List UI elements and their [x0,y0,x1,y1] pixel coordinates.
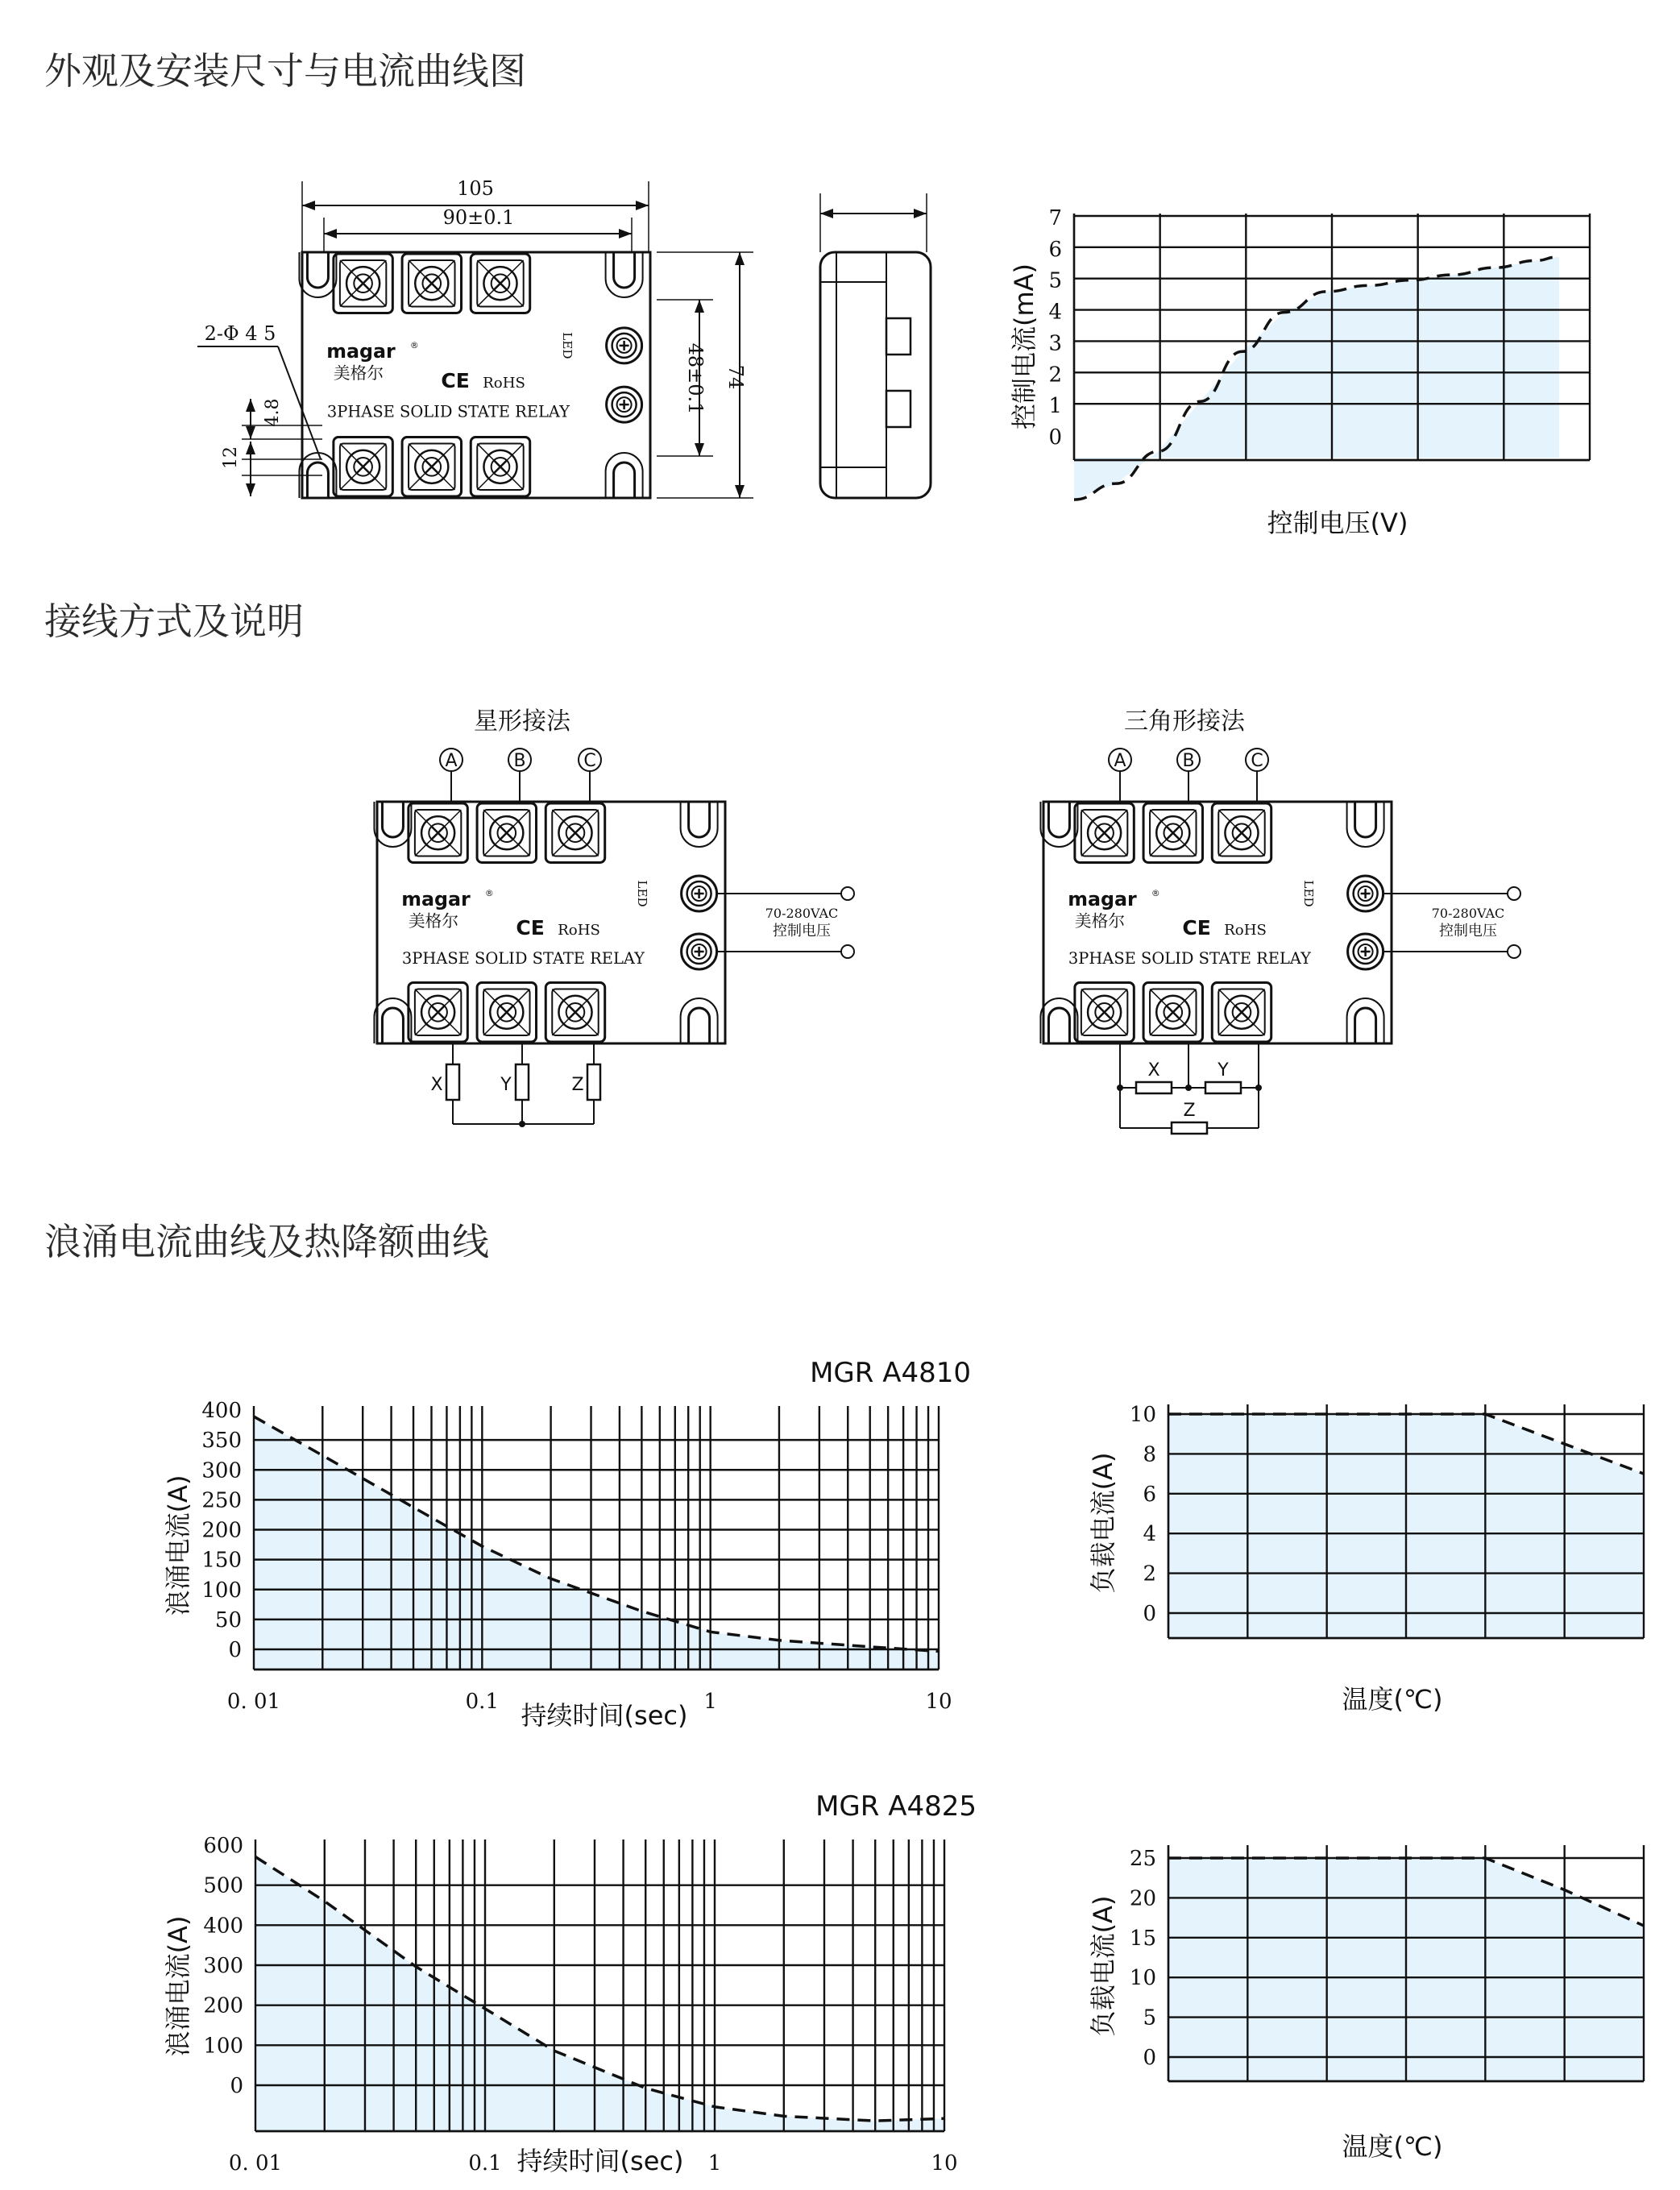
hole-label: 2-Φ 4 5 [204,322,276,345]
derating-a4810-y-tick-10: 10 [1129,1403,1156,1427]
dim-90-label: 90±0.1 [442,206,515,229]
derating-a4825-xlabel: 温度(℃) [1342,2131,1443,2162]
delta-load-X [1136,1082,1172,1093]
dim-12-arrow-top [246,442,255,454]
surge-a4825-y-tick-0: 0 [230,2074,243,2098]
dim-48-arrow-top [695,300,704,313]
star-terminal-label-C: C [583,751,596,771]
derating-a4810-y-tick-0: 0 [1143,1602,1156,1626]
delta-load-Y-label: Y [1217,1060,1229,1080]
surge-a4825-y-tick-200: 200 [203,1993,243,2018]
delta-load-Y [1205,1082,1241,1093]
section-title-wiring: 接线方式及说明 [44,599,304,643]
star-load-Y [516,1064,529,1100]
dim-74-label: 74 [724,364,747,390]
surge-a4825-x-tick-2: 1 [707,2151,722,2175]
surge-a4825-ylabel: 浪涌电流(A) [163,1915,193,2057]
delta-terminal-label-C: C [1251,751,1263,771]
star-terminal-bottom-3 [545,983,604,1042]
control-y-tick-5: 5 [1048,268,1062,293]
surge-a4810-title: MGR A4810 [810,1357,971,1389]
surge-a4825-xlabel: 持续时间(sec) [516,2146,684,2176]
surge-a4810-y-tick-0: 0 [228,1638,242,1662]
dim-brand-logo: magar [326,340,396,363]
dim-led-label: LED [560,332,575,359]
star-terminal-top-3 [545,803,604,862]
dim-model-text: 3PHASE SOLID STATE RELAY [326,402,570,421]
dim-terminal-bottom-1 [334,438,392,496]
derating-a4825-y-tick-20: 20 [1129,1886,1156,1911]
star-ce-mark: CE [516,916,545,939]
surge-a4810-y-tick-100: 100 [201,1578,242,1603]
derating-a4825-y-tick-15: 15 [1129,1926,1156,1951]
dim-terminal-top-1 [334,254,392,313]
surge-a4825-y-tick-400: 400 [203,1914,243,1939]
delta-control-terminal-1 [1348,876,1383,911]
derating-a4825-y-tick-5: 5 [1143,2005,1156,2030]
surge-a4825-chart [163,1790,977,2176]
section-title-appearance: 外观及安装尺寸与电流曲线图 [44,49,526,93]
surge-a4810-chart [163,1357,971,1731]
derating-a4825-y-tick-0: 0 [1143,2046,1156,2070]
derating-a4825-ylabel: 负载电流(A) [1088,1895,1118,2037]
derating-a4810-y-tick-6: 6 [1143,1482,1156,1507]
star-brand-cn: 美格尔 [408,910,459,931]
dim-105-arrow-left [302,201,315,210]
dim-105-label: 105 [457,177,494,200]
control-chart [1009,206,1590,538]
control-y-tick-6: 6 [1048,237,1062,262]
surge-a4810-y-tick-300: 300 [201,1458,242,1483]
delta-control-voltage: 70-280VAC [1431,906,1505,921]
surge-a4825-x-tick-3: 10 [931,2151,958,2175]
control-y-tick-7: 7 [1048,206,1062,230]
star-control-label: 控制电压 [773,923,831,939]
delta-terminal-label-A: A [1114,751,1126,771]
surge-a4810-y-tick-150: 150 [201,1548,242,1573]
delta-led-label: LED [1301,880,1316,907]
surge-a4810-y-tick-350: 350 [201,1429,242,1454]
delta-load-Z [1172,1122,1207,1134]
delta-terminal-bottom-1 [1075,983,1134,1042]
delta-terminal-bottom-3 [1212,983,1271,1042]
star-trademark: ® [484,888,494,898]
delta-control-terminal-2 [1348,934,1383,969]
derating-a4825-y-tick-25: 25 [1129,1847,1156,1871]
delta-brand-logo: magar [1068,888,1137,910]
control-xlabel: 控制电压(V) [1267,508,1408,538]
derating-a4825-chart [1088,1845,1644,2162]
star-terminal-top-1 [409,803,467,862]
dim-4-8-arrow-bottom [246,426,255,439]
control-y-tick-2: 2 [1048,363,1062,388]
surge-a4825-y-tick-300: 300 [203,1954,243,1978]
dim-rohs-mark: RoHS [483,374,525,392]
delta-model-text: 3PHASE SOLID STATE RELAY [1068,949,1311,968]
delta-terminal-top-1 [1075,803,1134,862]
dim-74-arrow-bottom [735,485,745,498]
section-title-surge: 浪涌电流曲线及热降额曲线 [44,1220,489,1263]
star-ctrl-node-2 [841,945,854,958]
control-y-tick-3: 3 [1048,331,1062,356]
star-title: 星形接法 [474,707,570,736]
surge-a4825-y-tick-600: 600 [203,1834,243,1858]
surge-a4825-area-fill [255,1857,944,2132]
delta-ctrl-node-2 [1508,945,1520,958]
surge-a4810-area-fill [254,1416,939,1669]
delta-terminal-top-3 [1212,803,1271,862]
side-view-tab [886,391,911,427]
dim-4-8-label: 4.8 [263,398,283,427]
star-terminal-label-B: B [513,751,526,771]
star-control-terminal-1 [682,876,717,911]
delta-brand-cn: 美格尔 [1074,910,1126,931]
delta-node [1185,1085,1192,1091]
star-load-X-label: X [430,1075,443,1095]
dim-control-terminal-1 [607,328,642,363]
star-model-text: 3PHASE SOLID STATE RELAY [401,949,645,968]
delta-load-Z-label: Z [1183,1101,1196,1121]
derating-a4825-y-tick-10: 10 [1129,1966,1156,1991]
delta-terminal-top-2 [1143,803,1202,862]
delta-rohs-mark: RoHS [1224,922,1267,939]
dim-48-arrow-bottom [695,443,704,456]
dim-90-arrow-left [324,229,337,238]
star-brand-logo: magar [401,888,471,910]
surge-a4810-x-tick-3: 10 [925,1690,952,1714]
surge-a4825-x-tick-0: 0. 01 [228,2151,283,2175]
surge-a4825-x-tick-1: 0.1 [468,2151,502,2175]
star-terminal-label-A: A [445,751,458,771]
derating-a4810-y-tick-4: 4 [1143,1522,1156,1547]
surge-a4810-y-tick-50: 50 [214,1607,242,1632]
derating-a4810-y-tick-2: 2 [1143,1562,1156,1587]
derating-a4810-ylabel: 负载电流(A) [1088,1452,1118,1594]
control-y-tick-1: 1 [1048,394,1062,419]
surge-a4810-y-tick-400: 400 [201,1399,242,1423]
dim-48-label: 48±0.1 [684,342,707,415]
surge-a4810-y-tick-250: 250 [201,1488,242,1513]
star-control-terminal-2 [682,934,717,969]
surge-a4810-x-tick-0: 0. 01 [226,1690,281,1714]
dim-terminal-bottom-2 [402,438,461,496]
surge-a4810-ylabel: 浪涌电流(A) [163,1475,193,1616]
star-terminal-bottom-2 [477,983,536,1042]
star-control-voltage: 70-280VAC [765,906,839,921]
surge-a4810-x-tick-2: 1 [703,1690,717,1714]
derating-a4810-xlabel: 温度(℃) [1342,1684,1443,1715]
surge-a4825-y-tick-500: 500 [203,1873,243,1898]
dim-4-8-arrow-top [246,399,255,412]
surge-a4810-x-tick-1: 0.1 [465,1690,500,1714]
dim-terminal-top-2 [402,254,461,313]
surge-a4825-y-tick-100: 100 [203,2034,243,2059]
side-width-arrow-right [914,209,927,218]
star-rohs-mark: RoHS [558,922,600,939]
delta-title: 三角形接法 [1124,707,1245,736]
delta-trademark: ® [1151,888,1160,898]
delta-load-X-label: X [1147,1060,1160,1080]
star-led-label: LED [635,880,649,907]
delta-ce-mark: CE [1182,916,1211,939]
surge-a4825-title: MGR A4825 [815,1790,977,1823]
dim-105-arrow-right [636,201,649,210]
delta-control-label: 控制电压 [1439,923,1497,939]
dim-90-arrow-right [619,229,632,238]
dim-12-arrow-bottom [246,483,255,496]
star-terminal-top-2 [477,803,536,862]
dim-brand-cn: 美格尔 [333,363,384,384]
star-load-Z [587,1064,600,1100]
star-neutral-node [519,1121,525,1127]
star-ctrl-node-1 [841,887,854,900]
dim-control-terminal-2 [607,387,642,422]
dim-terminal-top-3 [471,254,529,313]
dim-terminal-bottom-3 [471,438,529,496]
side-view-tab [886,318,911,355]
delta-ctrl-node-1 [1508,887,1520,900]
surge-a4810-y-tick-200: 200 [201,1518,242,1543]
star-load-X [446,1064,459,1100]
star-terminal-bottom-1 [409,983,467,1042]
surge-a4810-xlabel: 持续时间(sec) [521,1700,688,1731]
side-width-arrow-left [820,209,833,218]
dim-12-label: 12 [221,446,241,469]
control-ylabel: 控制电流(mA) [1009,263,1039,430]
control-y-tick-4: 4 [1048,300,1062,325]
derating-a4810-chart [1088,1403,1644,1715]
delta-terminal-label-B: B [1182,751,1195,771]
derating-a4810-y-tick-8: 8 [1143,1442,1156,1467]
dim-74-arrow-top [735,252,745,265]
star-load-Z-label: Z [571,1075,584,1095]
delta-terminal-bottom-2 [1143,983,1202,1042]
star-load-Y-label: Y [500,1075,512,1095]
control-y-tick-0: 0 [1048,425,1062,450]
dim-ce-mark: CE [441,368,470,392]
dim-trademark: ® [409,340,419,351]
